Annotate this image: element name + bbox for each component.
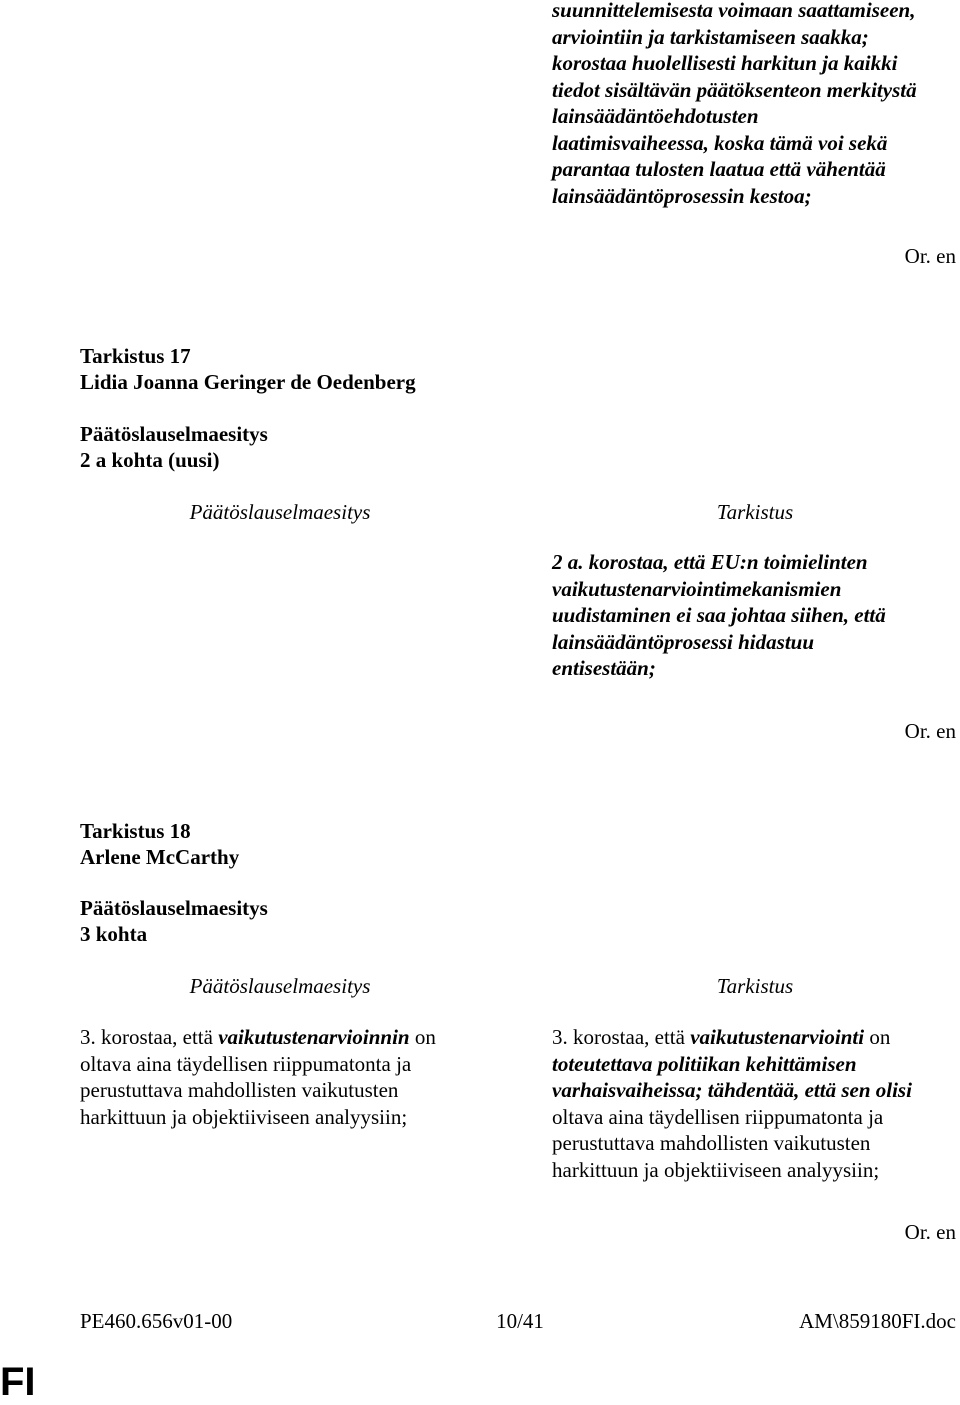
- text-line: vaikutustenarviointimekanismien: [552, 576, 842, 601]
- text-line: harkittuun ja objektiiviseen analyysiin;: [80, 1104, 408, 1129]
- text-line: uudistaminen ei saa johtaa siihen, että: [552, 603, 886, 627]
- language-code: FI: [0, 1360, 36, 1404]
- text-line: korostaa huolellisesti harkitun ja kaikki: [552, 51, 898, 75]
- amendment-author: Arlene McCarthy: [80, 845, 240, 869]
- right-column-header: Tarkistus: [716, 974, 794, 998]
- text-span: 3. korostaa, että: [552, 1025, 691, 1049]
- footer-file-name: AM\859180FI.doc: [799, 1309, 956, 1333]
- text-line: parantaa tulosten laatua että vähentää: [552, 157, 886, 181]
- text-line: oltava aina täydellisen riippumatonta ja: [552, 1104, 884, 1129]
- footer-reference: PE460.656v01-00: [80, 1309, 233, 1333]
- text-span-emphasis: vaikutustenarvioinnin: [218, 1025, 410, 1049]
- original-language: Or. en: [904, 719, 956, 743]
- text-line: arviointiin ja tarkistamiseen saakka;: [552, 24, 869, 49]
- text-span: on: [864, 1025, 891, 1049]
- text-line: [552, 1024, 952, 1051]
- paragraph-ref: 3 kohta: [80, 922, 148, 946]
- original-language: Or. en: [904, 244, 956, 268]
- original-text: [80, 1024, 480, 1130]
- text-line: harkittuun ja objektiiviseen analyysiin;: [552, 1157, 880, 1182]
- footer-page-number: 10/41: [496, 1309, 544, 1333]
- text-line: [80, 1024, 480, 1051]
- amendment-title: Tarkistus 18: [80, 819, 191, 843]
- continuation-text: [552, 0, 952, 209]
- amendment-text: [552, 1024, 952, 1183]
- text-line: tiedot sisältävän päätöksenteon merkitystä: [552, 77, 917, 102]
- amendment-author: Lidia Joanna Geringer de Oedenberg: [80, 370, 416, 394]
- original-language: Or. en: [904, 1220, 956, 1244]
- document-type: Päätöslauselmaesitys: [80, 896, 268, 920]
- text-span-emphasis: vaikutustenarviointi: [690, 1025, 865, 1049]
- text-line: laatimisvaiheessa, koska tämä voi sekä: [552, 130, 888, 155]
- text-span: on: [409, 1025, 436, 1049]
- text-line: toteutettava politiikan kehittämisen: [552, 1051, 857, 1076]
- text-line: varhaisvaiheissa; tähdentää, että sen olisi: [552, 1078, 912, 1102]
- text-line: oltava aina täydellisen riippumatonta ja: [80, 1051, 412, 1076]
- text-line: 2 a. korostaa, että EU:n toimielinten: [552, 550, 868, 574]
- right-column-header: Tarkistus: [716, 500, 794, 524]
- text-line: suunnittelemisesta voimaan saattamiseen,: [552, 0, 916, 22]
- left-column-header: Päätöslauselmaesitys: [189, 500, 371, 524]
- text-line: lainsäädäntöprosessin kestoa;: [552, 183, 812, 208]
- amendment-text: [552, 549, 952, 682]
- text-line: entisestään;: [552, 656, 656, 680]
- document-type: Päätöslauselmaesitys: [80, 422, 268, 446]
- paragraph-ref: 2 a kohta (uusi): [80, 448, 220, 472]
- left-column-header: Päätöslauselmaesitys: [189, 974, 371, 998]
- amendment-title: Tarkistus 17: [80, 344, 191, 368]
- text-line: perustuttava mahdollisten vaikutusten: [552, 1131, 871, 1155]
- text-line: lainsäädäntöehdotusten: [552, 104, 759, 128]
- text-span: 3. korostaa, että: [80, 1025, 219, 1049]
- text-line: lainsäädäntöprosessi hidastuu: [552, 629, 815, 654]
- text-line: perustuttava mahdollisten vaikutusten: [80, 1078, 399, 1102]
